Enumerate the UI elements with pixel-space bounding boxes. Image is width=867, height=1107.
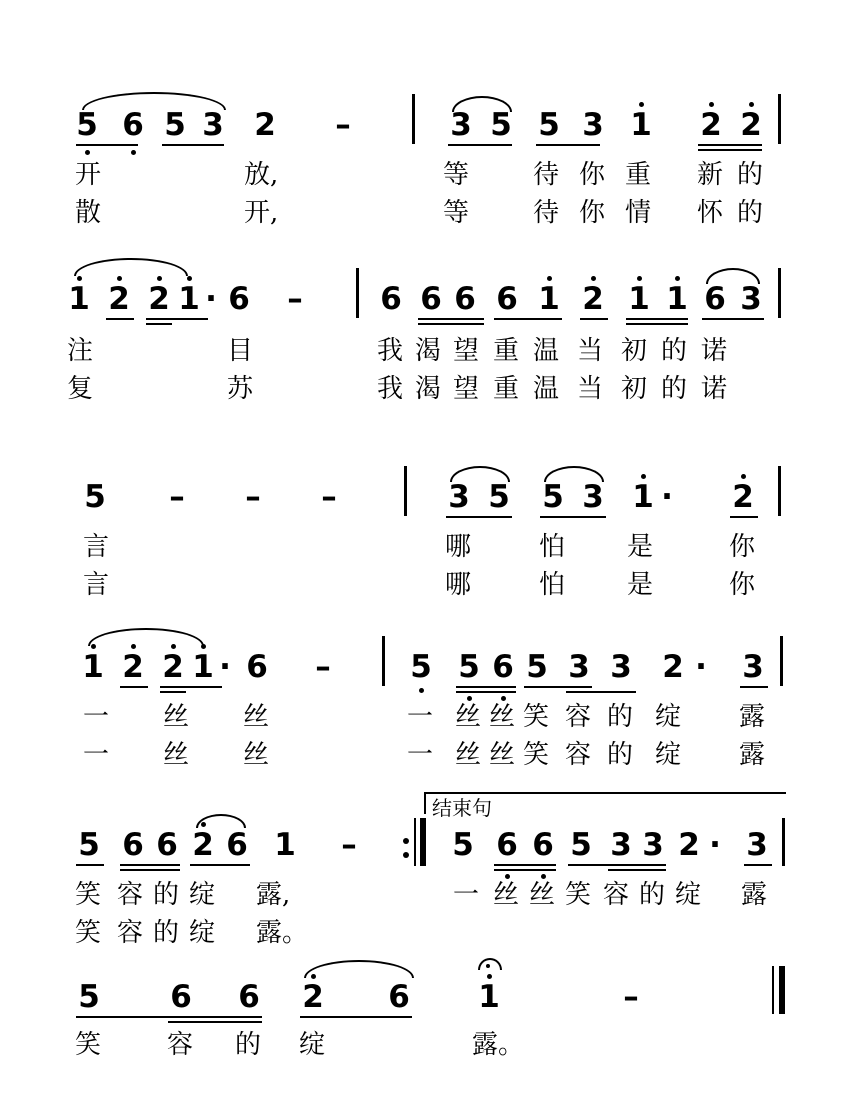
lyric: 容	[116, 918, 143, 948]
lyric: 复	[66, 374, 93, 404]
note: 6	[238, 979, 260, 1015]
lyric: 笑	[74, 880, 101, 910]
underline	[540, 516, 606, 518]
lyric: 重	[492, 374, 519, 404]
note: 1	[628, 281, 650, 317]
note: 6	[704, 281, 726, 317]
lyric: 放,	[244, 160, 279, 190]
lyric: 丝	[454, 740, 481, 770]
lyric: 笑	[74, 918, 101, 948]
note: 5	[538, 107, 560, 143]
lyric: 怕	[538, 570, 565, 600]
lyric: 笑	[74, 1030, 101, 1060]
note: 6	[246, 649, 268, 685]
high-dot	[741, 474, 746, 479]
lyric: 露	[740, 880, 767, 910]
lyric: 的	[638, 880, 665, 910]
barline	[404, 466, 407, 516]
high-dot	[77, 276, 82, 281]
note: 6	[122, 827, 144, 863]
final-thin-bar	[772, 966, 774, 1014]
lyric: 是	[626, 532, 653, 562]
lyric: 的	[606, 702, 633, 732]
note: 6	[228, 281, 250, 317]
lyric: 你	[578, 198, 605, 228]
lyric: 露,	[256, 880, 291, 910]
note: 1	[68, 281, 90, 317]
lyric: 散	[74, 198, 101, 228]
note: 6	[454, 281, 476, 317]
low-dot	[541, 874, 546, 879]
note: 3	[740, 281, 762, 317]
underline	[536, 144, 600, 146]
dash: –	[287, 281, 303, 317]
note: 5	[488, 479, 510, 515]
lyric: 丝	[492, 880, 519, 910]
lyric: 丝	[528, 880, 555, 910]
lyric: 当	[576, 374, 603, 404]
lyric: 望	[452, 374, 479, 404]
note: 2	[108, 281, 130, 317]
dash: –	[169, 479, 185, 515]
lyric: 诺	[700, 374, 727, 404]
underline	[168, 1021, 262, 1023]
lyric: 初	[620, 336, 647, 366]
lyric: 温	[532, 336, 559, 366]
lyric: 待	[532, 198, 559, 228]
lyric: 当	[576, 336, 603, 366]
note: 6	[156, 827, 178, 863]
lyric: 言	[82, 570, 109, 600]
barline	[780, 636, 783, 686]
lyric: 的	[660, 336, 687, 366]
underline	[146, 318, 208, 320]
underline	[190, 864, 250, 866]
underline	[698, 144, 762, 146]
underline	[76, 1016, 262, 1018]
underline	[566, 691, 636, 693]
dot-augment: ·	[205, 281, 217, 317]
lyric: 言	[82, 532, 109, 562]
lyric: 怀	[696, 198, 723, 228]
dot-augment: ·	[661, 479, 673, 515]
lyric: 目	[226, 336, 253, 366]
barline	[778, 268, 781, 318]
note: 2	[148, 281, 170, 317]
lyric: 你	[728, 532, 755, 562]
underline	[300, 1016, 412, 1018]
lyric: 的	[152, 880, 179, 910]
lyric: 一	[406, 702, 433, 732]
lyric: 的	[606, 740, 633, 770]
repeat-thick-bar	[420, 818, 426, 866]
lyric: 诺	[700, 336, 727, 366]
note: 1	[630, 107, 652, 143]
note: 1	[274, 827, 296, 863]
lyric: 望	[452, 336, 479, 366]
lyric: 丝	[162, 702, 189, 732]
note: 1	[178, 281, 200, 317]
lyric: 的	[152, 918, 179, 948]
barline	[778, 466, 781, 516]
lyric: 哪	[444, 532, 471, 562]
note: 6	[122, 107, 144, 143]
lyric: 绽	[654, 740, 681, 770]
lyric: 丝	[488, 740, 515, 770]
slur	[452, 96, 512, 112]
barline	[412, 94, 415, 144]
note: 3	[610, 649, 632, 685]
note: 6	[532, 827, 554, 863]
lyric: 一	[82, 740, 109, 770]
low-dot	[85, 150, 90, 155]
note: 1	[666, 281, 688, 317]
barline	[782, 818, 785, 866]
lyric: 情	[624, 198, 651, 228]
note: 6	[170, 979, 192, 1015]
lyric: 是	[626, 570, 653, 600]
dot-augment: ·	[709, 827, 721, 863]
high-dot	[187, 276, 192, 281]
note: 2	[192, 827, 214, 863]
lyric: 笑	[522, 740, 549, 770]
note: 2	[122, 649, 144, 685]
underline	[146, 323, 172, 325]
note: 2	[732, 479, 754, 515]
slur	[196, 814, 246, 828]
lyric: 温	[532, 374, 559, 404]
lyric: 笑	[522, 702, 549, 732]
low-dot	[505, 874, 510, 879]
note: 1	[192, 649, 214, 685]
note: 3	[642, 827, 664, 863]
high-dot	[547, 276, 552, 281]
note: 5	[490, 107, 512, 143]
note: 5	[164, 107, 186, 143]
lyric: 绽	[298, 1030, 325, 1060]
note: 6	[226, 827, 248, 863]
barline	[356, 268, 359, 318]
repeat-dot	[403, 852, 409, 858]
slur	[706, 268, 760, 284]
repeat-thin-bar	[414, 818, 416, 866]
lyric: 绽	[654, 702, 681, 732]
high-dot	[675, 276, 680, 281]
underline	[160, 686, 222, 688]
repeat-dot	[403, 838, 409, 844]
note: 2	[662, 649, 684, 685]
lyric: 注	[66, 336, 93, 366]
note: 2	[254, 107, 276, 143]
underline	[494, 869, 556, 871]
low-dot	[467, 696, 472, 701]
underline	[120, 864, 180, 866]
lyric: 丝	[242, 740, 269, 770]
underline	[524, 686, 592, 688]
note: 3	[746, 827, 768, 863]
lyric: 一	[406, 740, 433, 770]
lyric: 渴	[414, 374, 441, 404]
underline	[120, 869, 180, 871]
underline	[698, 149, 762, 151]
final-thick-bar	[779, 966, 785, 1014]
note: 5	[526, 649, 548, 685]
note: 6	[492, 649, 514, 685]
high-dot	[641, 474, 646, 479]
underline	[418, 318, 484, 320]
dash: –	[341, 827, 357, 863]
lyric: 露	[738, 702, 765, 732]
lyric: 丝	[454, 702, 481, 732]
note: 2	[162, 649, 184, 685]
note: 6	[496, 827, 518, 863]
ending-bracket-hook	[424, 792, 426, 814]
lyric: 容	[602, 880, 629, 910]
dot-augment: ·	[695, 649, 707, 685]
lyric: 等	[442, 160, 469, 190]
slur	[304, 960, 414, 978]
underline	[162, 144, 224, 146]
underline	[494, 318, 562, 320]
note: 2	[302, 979, 324, 1015]
lyric: 开,	[244, 198, 279, 228]
lyric: 我	[376, 374, 403, 404]
high-dot	[637, 276, 642, 281]
lyric: 容	[564, 740, 591, 770]
high-dot	[591, 276, 596, 281]
underline	[76, 864, 104, 866]
underline	[76, 144, 138, 146]
note: 5	[410, 649, 432, 685]
lyric: 一	[452, 880, 479, 910]
slur	[74, 258, 188, 276]
note: 5	[452, 827, 474, 863]
lyric: 的	[234, 1030, 261, 1060]
lyric: 的	[736, 160, 763, 190]
lyric: 渴	[414, 336, 441, 366]
lyric: 容	[564, 702, 591, 732]
note: 6	[420, 281, 442, 317]
note: 5	[458, 649, 480, 685]
note: 2	[700, 107, 722, 143]
note: 2	[582, 281, 604, 317]
dash: –	[623, 979, 639, 1015]
lyric: 新	[696, 160, 723, 190]
lyric: 一	[82, 702, 109, 732]
lyric: 露。	[256, 918, 309, 948]
high-dot	[157, 276, 162, 281]
note: 3	[202, 107, 224, 143]
note: 1	[538, 281, 560, 317]
slur	[544, 466, 604, 482]
lyric: 重	[624, 160, 651, 190]
underline	[494, 864, 556, 866]
underline	[448, 144, 512, 146]
dash: –	[335, 107, 351, 143]
slur	[88, 628, 204, 646]
high-dot	[117, 276, 122, 281]
ending-label: 结束句	[432, 796, 492, 820]
underline	[456, 686, 516, 688]
note: 6	[388, 979, 410, 1015]
lyric: 丝	[162, 740, 189, 770]
lyric: 笑	[564, 880, 591, 910]
note: 2	[678, 827, 700, 863]
lyric: 你	[728, 570, 755, 600]
low-dot	[501, 696, 506, 701]
note: 3	[582, 479, 604, 515]
slur	[450, 466, 510, 482]
lyric: 哪	[444, 570, 471, 600]
underline	[446, 516, 512, 518]
underline	[568, 864, 666, 866]
lyric: 丝	[488, 702, 515, 732]
note: 3	[450, 107, 472, 143]
low-dot	[131, 150, 136, 155]
lyric: 的	[736, 198, 763, 228]
lyric: 重	[492, 336, 519, 366]
lyric: 你	[578, 160, 605, 190]
dash: –	[245, 479, 261, 515]
lyric: 待	[532, 160, 559, 190]
note: 3	[610, 827, 632, 863]
lyric: 怕	[538, 532, 565, 562]
note: 5	[76, 107, 98, 143]
lyric: 丝	[242, 702, 269, 732]
fermata-dot	[486, 964, 490, 968]
underline	[608, 869, 666, 871]
lyric: 绽	[674, 880, 701, 910]
high-dot	[639, 102, 644, 107]
underline	[744, 864, 772, 866]
note: 6	[496, 281, 518, 317]
dash: –	[321, 479, 337, 515]
underline	[730, 516, 758, 518]
note: 5	[84, 479, 106, 515]
note: 3	[568, 649, 590, 685]
underline	[418, 323, 484, 325]
lyric: 露。	[472, 1030, 525, 1060]
underline	[120, 686, 148, 688]
high-dot	[487, 974, 492, 979]
lyric: 的	[660, 374, 687, 404]
barline	[778, 94, 781, 144]
lyric: 苏	[226, 374, 253, 404]
underline	[580, 318, 608, 320]
note: 3	[448, 479, 470, 515]
underline	[160, 691, 186, 693]
note: 5	[570, 827, 592, 863]
note: 3	[742, 649, 764, 685]
note: 5	[542, 479, 564, 515]
lyric: 我	[376, 336, 403, 366]
note: 3	[582, 107, 604, 143]
note: 1	[632, 479, 654, 515]
underline	[702, 318, 764, 320]
low-dot	[419, 688, 424, 693]
dot-augment: ·	[219, 649, 231, 685]
lyric: 绽	[188, 918, 215, 948]
lyric: 容	[166, 1030, 193, 1060]
underline	[106, 318, 134, 320]
high-dot	[709, 102, 714, 107]
barline	[382, 636, 385, 686]
underline	[456, 691, 516, 693]
note: 6	[380, 281, 402, 317]
underline	[740, 686, 768, 688]
lyric: 容	[116, 880, 143, 910]
note: 5	[78, 979, 100, 1015]
slur	[82, 92, 226, 110]
dash: –	[315, 649, 331, 685]
lyric: 露	[738, 740, 765, 770]
lyric: 等	[442, 198, 469, 228]
high-dot	[749, 102, 754, 107]
fermata-icon	[478, 958, 502, 970]
note: 1	[478, 979, 500, 1015]
lyric: 开	[74, 160, 101, 190]
lyric: 绽	[188, 880, 215, 910]
underline	[626, 318, 688, 320]
note: 5	[78, 827, 100, 863]
lyric: 初	[620, 374, 647, 404]
note: 2	[740, 107, 762, 143]
note: 1	[82, 649, 104, 685]
underline	[626, 323, 688, 325]
